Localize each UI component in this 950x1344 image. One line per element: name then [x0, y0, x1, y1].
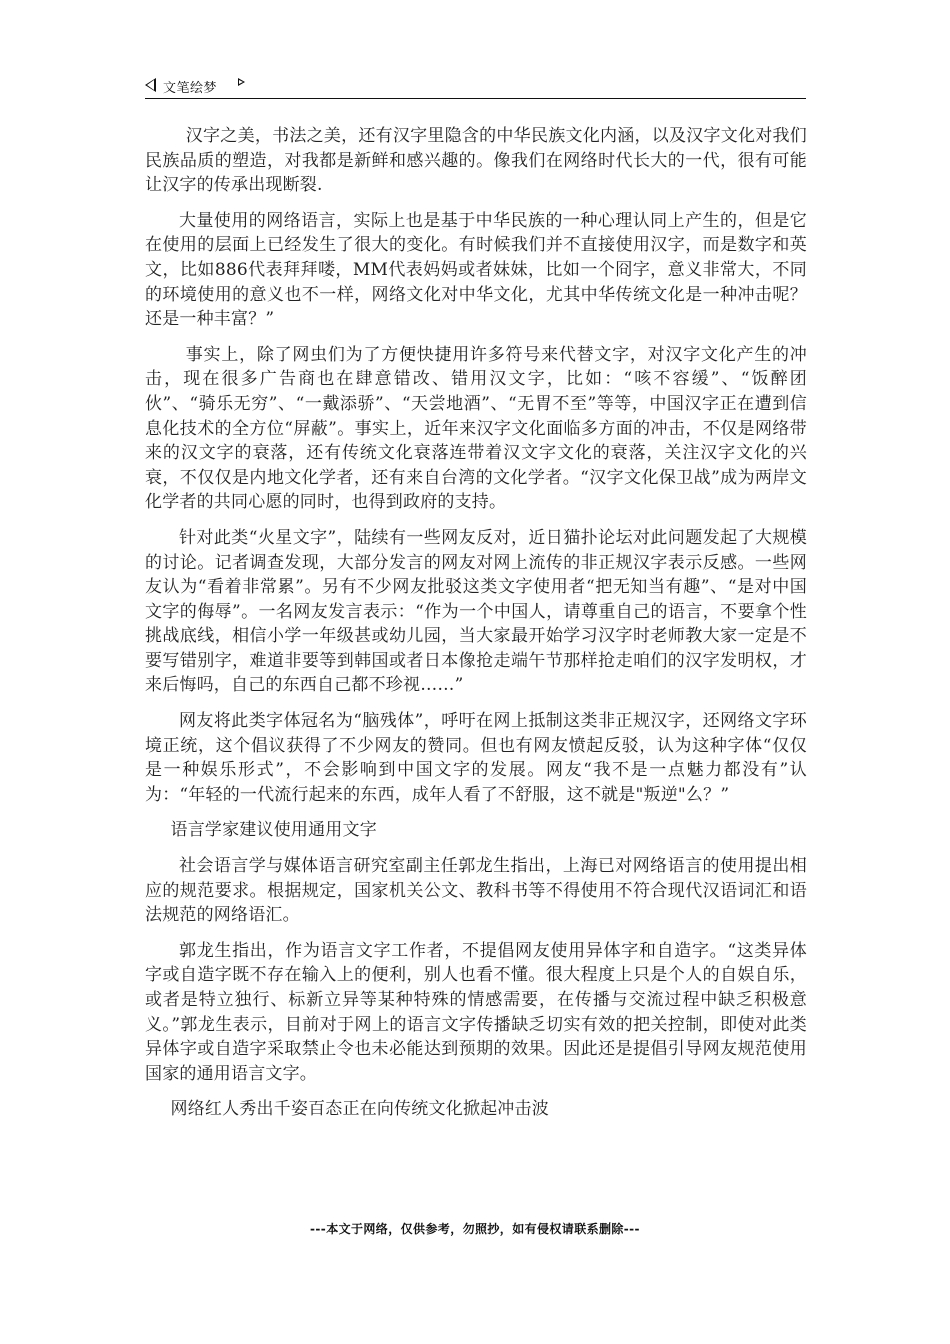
brand-title: 文笔绘梦 — [163, 81, 218, 96]
section-heading: 语言学家建议使用通用文字 — [170, 820, 377, 841]
paragraph: 郭龙生指出，作为语言文字工作者，不提倡网友使用异体字和自造字。“这类异体字或自造字既不存在输入上的便利，别人也看不懂。很大程度上只是个人的自娱自乐，或者是特立独行、标新立异等某种特殊的情感需要，在传播与交流过程中缺乏积极意义。”郭龙生表示，目前对于网上的语言文字传播缺乏切实有效的把关控制，即使对此类异体字或自造字采取禁止令也未必能达到预期的效果。因此还是提倡引导网友规范使用国家的通用语言文字。 — [145, 940, 807, 1084]
page-header — [145, 72, 806, 99]
paragraph: 大量使用的网络语言，实际上也是基于中华民族的一种心理认同上产生的，但是它在使用的层面上已经发生了很大的变化。有时候我们并不直接使用汉字，而是数字和英文，比如886代表拜拜喽，MM代表妈妈或者妹妹，比如一个冏字，意义非常大，不同的环境使用的意义也不一样，网络文化对中华文化，尤其中华传统文化是一种冲击呢？还是一种丰富？” — [145, 210, 807, 330]
triangle-right-icon — [238, 78, 245, 86]
paragraph: 针对此类“火星文字”，陆续有一些网友反对，近日猫扑论坛对此问题发起了大规模的讨论。记者调查发现，大部分发言的网友对网上流传的非正规汉字表示反感。一些网友认为“看着非常累”。另有不少网友批驳这类文字使用者“把无知当有趣”、“是对中国文字的侮辱”。一名网友发言表示：“作为一个中国人，请尊重自己的语言，不要拿个性挑战底线，相信小学一年级甚或幼儿园，当大家最开始学习汉字时老师教大家一定是不要写错别字，难道非要等到韩国或者日本像抢走端午节那样抢走咱们的汉字发明权，才来后悔吗，自己的东西自己都不珍视……” — [145, 527, 807, 696]
article-body — [145, 124, 807, 1133]
page-footer: ---本文于网络，仅供参考，勿照抄，如有侵权请联系删除--- — [310, 1222, 640, 1236]
paragraph: 社会语言学与媒体语言研究室副主任郭龙生指出，上海已对网络语言的使用提出相应的规范要求。根据规定，国家机关公文、教科书等不得使用不符合现代汉语词汇和语法规范的网络语汇。 — [145, 856, 807, 926]
triangle-left-icon — [145, 78, 156, 92]
paragraph: 汉字之美，书法之美，还有汉字里隐含的中华民族文化内涵，以及汉字文化对我们民族品质的塑造，对我都是新鲜和感兴趣的。像我们在网络时代长大的一代，很有可能让汉字的传承出现断裂. — [145, 126, 807, 196]
section-heading: 网络红人秀出千姿百态正在向传统文化掀起冲击波 — [170, 1099, 549, 1120]
paragraph: 事实上，除了网虫们为了方便快捷用许多符号来代替文字，对汉字文化产生的冲击，现在很多广告商也在肆意错改、错用汉文字，比如：“咳不容缓”、“饭醉团伙”、“骑乐无穷”、“一戴添骄”、“天尝地酒”、“无胃不至”等等，中国汉字正在遭到信息化技术的全方位“屏蔽”。事实上，近年来汉字文化面临多方面的冲击，不仅是网络带来的汉文字的衰落，还有传统文化衰落连带着汉文字文化的衰落，关注汉字文化的兴衰，不仅仅是内地文化学者，还有来自台湾的文化学者。“汉字文化保卫战”成为两岸文化学者的共同心愿的同时，也得到政府的支持。 — [145, 344, 807, 513]
paragraph: 网友将此类字体冠名为“脑残体”，呼吁在网上抵制这类非正规汉字，还网络文字环境正统，这个倡议获得了不少网友的赞同。但也有网友愤起反驳，认为这种字体“仅仅是一种娱乐形式”，不会影响到中国文字的发展。网友“我不是一点魅力都没有”认为：“年轻的一代流行起来的东西，成年人看了不舒服，这不就是"叛逆"么？” — [145, 711, 807, 805]
